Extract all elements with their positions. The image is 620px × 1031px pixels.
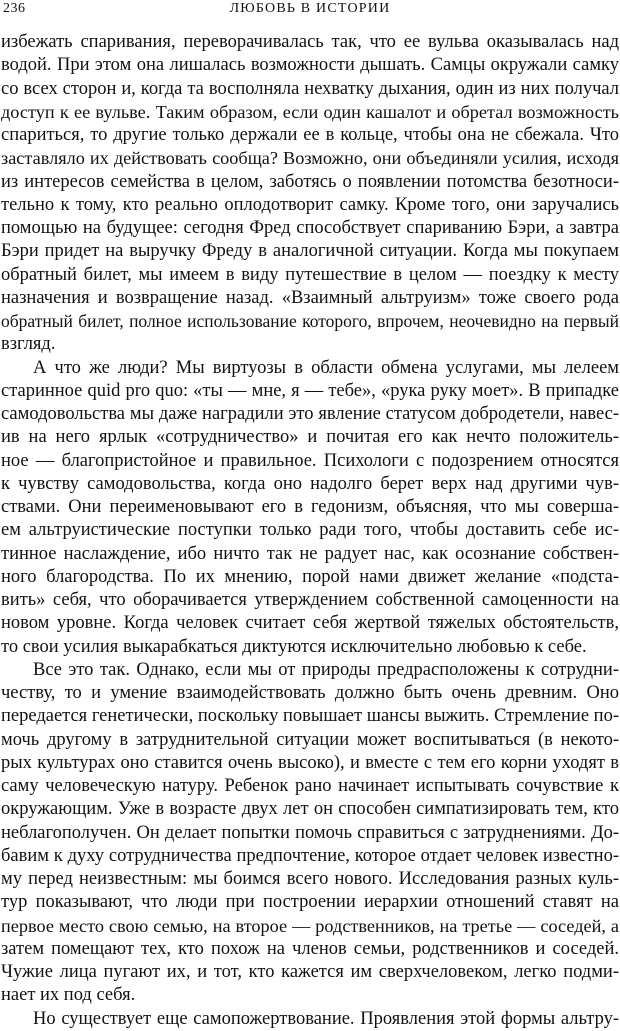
text-line: му перед неизвестным: мы боимся всего нового. Исследования разных куль- xyxy=(1,869,619,889)
text-line: честву, то и умение взаимодействовать должно быть очень древним. Оно xyxy=(1,683,619,703)
text-line: из интересов семейства в целом, заботясь о появлении потомства безотноси- xyxy=(1,171,619,192)
running-title: ЛЮБОВЬ В ИСТОРИИ xyxy=(229,1,391,16)
text-line: тельно к тому, кто реально оплодотворит самку. Кроме того, они заручались xyxy=(1,194,619,215)
text-line: ствами. Они переименовывают его в гедонизм, объясняя, что мы соверша- xyxy=(1,497,619,517)
text-line: старинное quid pro quo: «ты — мне, я — тебе», «рука руку моет». В припадке xyxy=(1,380,619,401)
text-line: тур показывают, что люди при построении иерархии отношений ставят на xyxy=(1,892,619,913)
text-line: вить» себя, что оборачивается утверждением собственной самоценности на xyxy=(1,590,619,610)
text-line: взгляд. xyxy=(1,334,56,355)
text-line: ное — благопристойное и правильное. Психологи с подозрением относятся xyxy=(1,450,619,471)
text-line: нает их под себя. xyxy=(1,985,136,1006)
page-number: 236 xyxy=(3,1,26,16)
text-line: бавим к духу сотрудничества предпочтение, которое отдает человек известно- xyxy=(1,845,619,866)
text-line: ного благородства. По их мнению, порой нами движет желание «подста- xyxy=(1,566,619,587)
text-line: новом уровне. Когда человек считает себя жертвой тяжелых обстоятельств, xyxy=(1,613,619,634)
text-line: Но существует еще самопожертвование. Проявления этой формы альтру- xyxy=(33,1008,619,1029)
text-line: назначения и возвращение назад. «Взаимный альтруизм» тоже своего рода xyxy=(1,287,619,308)
text-line: самодовольства мы даже наградили это явление статусом добродетели, навес- xyxy=(1,404,619,424)
text-line: к чувству самодовольства, когда оно надолго берет верх над другими чув- xyxy=(1,473,619,494)
text-line: неблагополучен. Он делает попытки помочь справиться с затруднениями. До- xyxy=(1,822,619,843)
text-line: спариться, то другие только держали ее в кольце, чтобы она не сбежала. Что xyxy=(1,125,619,145)
text-line: избежать спаривания, переворачивалась так, что ее вульва оказывалась над xyxy=(1,32,619,52)
text-line: Чужие лица пугают их, и тот, кто кажется им сверхчеловеком, легко подми- xyxy=(1,962,619,982)
text-line: мочь другому в затруднительной ситуации может воспитываться (в некото- xyxy=(1,729,619,750)
text-line: Все это так. Однако, если мы от природы предрасположены к сотрудни- xyxy=(33,659,619,680)
text-line: обратный билет, мы имеем в виду путешествие в целом — поездку к месту xyxy=(1,264,619,285)
text-line: ив на него ярлык «сотрудничество» и почитая его как нечто положитель- xyxy=(1,427,619,448)
text-line: А что же люди? Мы виртуозы в области обмена услугами, мы лелеем xyxy=(33,357,619,378)
text-line: то свои усилия выкарабкаться диктуются исключительно любовью к себе. xyxy=(1,636,587,657)
body-text xyxy=(1,31,619,1031)
text-line: первое место свою семью, на второе — родственников, на третье — соседей, а xyxy=(1,915,619,936)
text-line: водой. При этом она лишалась возможности дышать. Самцы окружали самку xyxy=(1,55,619,76)
text-line: обратный билет, полное использование которого, впрочем, неочевидно на первый xyxy=(1,311,619,331)
text-line: со всех сторон и, когда та восполняла нехватку дыхания, один из них получал xyxy=(1,78,619,99)
text-line: окружающим. Уже в возрасте двух лет он способен симпатизировать тем, кто xyxy=(1,799,619,820)
text-line: рых культурах оно ставится очень высоко), и вместе с тем его корни уходят в xyxy=(1,752,619,773)
text-line: помощью на будущее: сегодня Фред способствует спариванию Бэри, а завтра xyxy=(1,218,619,238)
text-line: доступ к ее вульве. Таким образом, если один кашалот и обретал возможность xyxy=(1,101,619,122)
text-line: Бэри придет на выручку Фреду в аналогичной ситуации. Когда мы покупаем xyxy=(1,241,619,262)
text-line: ем альтруистические поступки только ради того, чтобы доставить себе ис- xyxy=(1,520,619,541)
page-header xyxy=(3,1,617,21)
text-line: саму человеческую натуру. Ребенок рано начинает испытывать сочувствие к xyxy=(1,776,619,796)
text-line: заставляло их действовать сообща? Возможно, они объединяли усилия, исходя xyxy=(1,148,619,169)
text-line: передается генетически, поскольку повышает шансы выжить. Стремление по- xyxy=(1,706,619,727)
text-line: тинное наслаждение, ибо ничто так не радует нас, как осознание собствен- xyxy=(1,543,619,564)
text-line: затем помещают тех, кто похож на членов семьи, родственников и соседей. xyxy=(1,938,619,959)
